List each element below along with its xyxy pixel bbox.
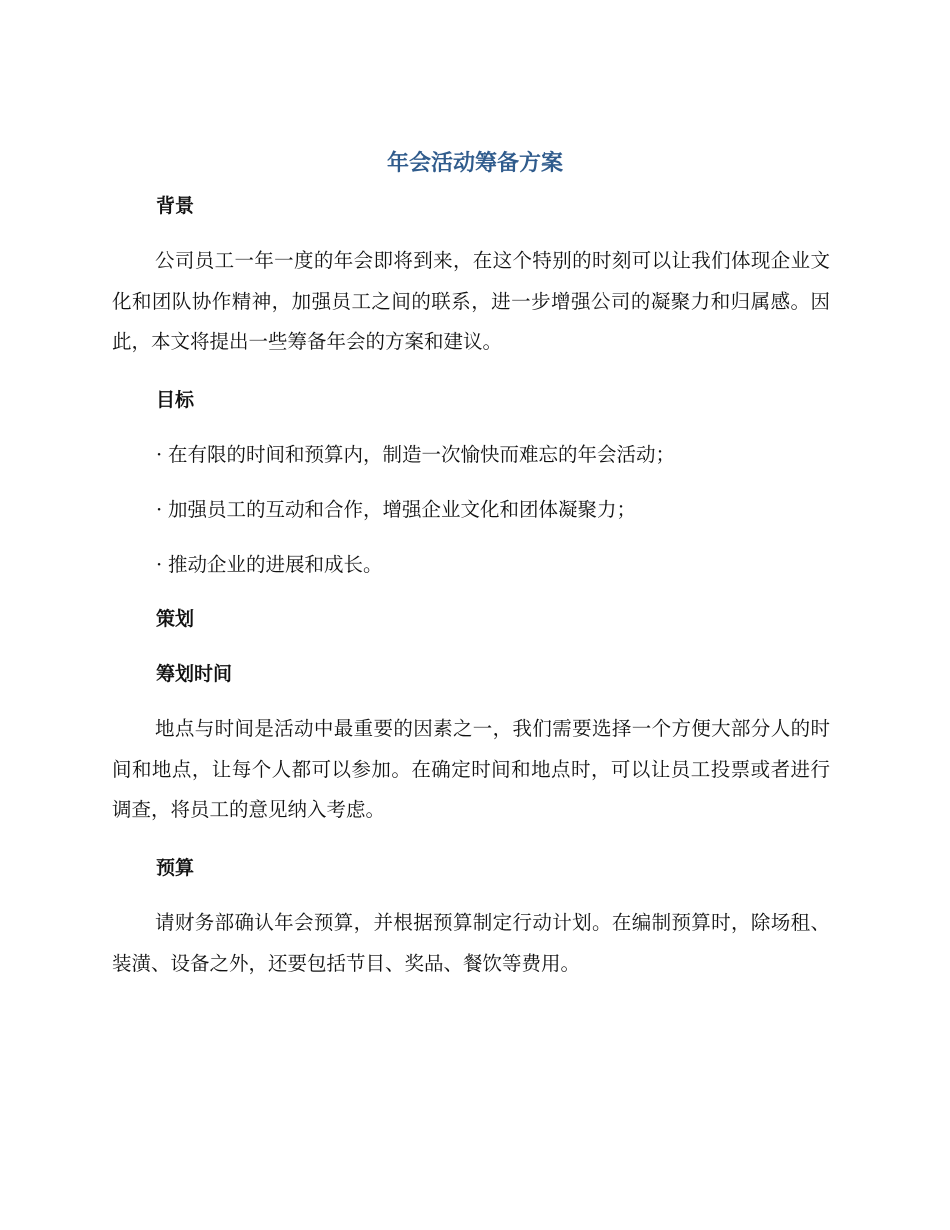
paragraph-budget: 请财务部确认年会预算，并根据预算制定行动计划。在编制预算时，除场租、装潢、设备之外，还要包括节目、奖品、餐饮等费用。 <box>112 911 830 975</box>
list-item-text: 在有限的时间和预算内，制造一次愉快而难忘的年会活动； <box>168 443 676 466</box>
section-heading-schedule: 筹划时间 <box>156 663 233 685</box>
list-item <box>156 495 636 525</box>
section-heading-budget: 预算 <box>156 857 195 879</box>
section-heading-goals: 目标 <box>156 389 195 411</box>
list-item-text: 推动企业的进展和成长。 <box>168 553 383 576</box>
bullet-icon: · <box>156 443 163 466</box>
list-item <box>156 550 383 580</box>
section-heading-background: 背景 <box>156 195 195 217</box>
list-item-text: 加强员工的互动和合作，增强企业文化和团体凝聚力； <box>168 498 637 521</box>
section-heading-planning: 策划 <box>156 608 195 630</box>
document-title: 年会活动筹备方案 <box>386 151 563 176</box>
paragraph-schedule: 地点与时间是活动中最重要的因素之一，我们需要选择一个方便大部分人的时间和地点，让每个人都可以参加。在确定时间和地点时，可以让员工投票或者进行调查，将员工的意见纳入考虑。 <box>112 717 830 821</box>
bullet-icon: · <box>156 553 163 576</box>
bullet-icon: · <box>156 498 163 521</box>
list-item <box>156 440 675 470</box>
paragraph-background: 公司员工一年一度的年会即将到来，在这个特别的时刻可以让我们体现企业文化和团队协作精神，加强员工之间的联系，进一步增强公司的凝聚力和归属感。因此，本文将提出一些筹备年会的方案和建议。 <box>112 249 830 353</box>
